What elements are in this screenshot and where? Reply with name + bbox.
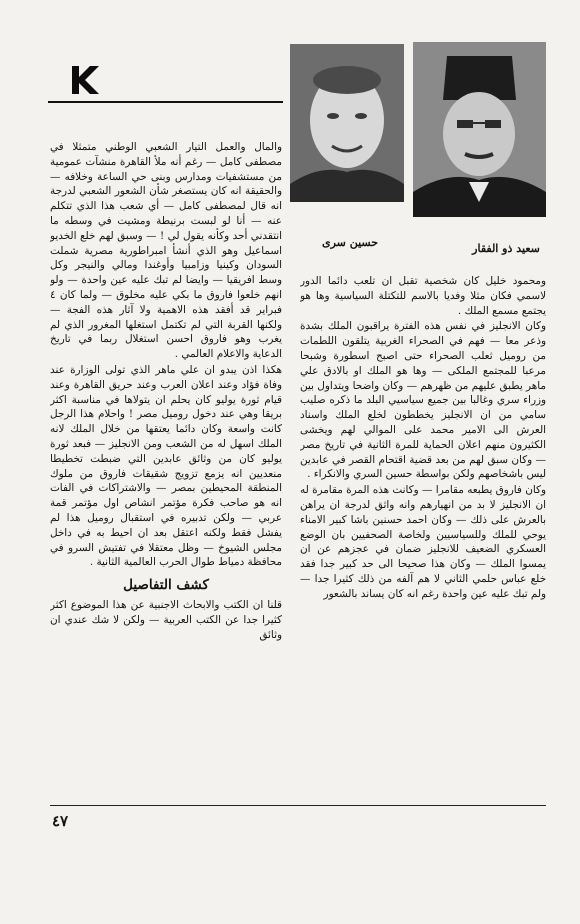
article-column-right bbox=[300, 274, 546, 794]
photo-caption-hussein-sirri: حسين سرى bbox=[321, 236, 379, 249]
page-number: ٤٧ bbox=[52, 812, 69, 830]
article-column-left bbox=[50, 140, 282, 780]
article-paragraph: والمال والعمل التيار الشعبي الوطني متمثلا في مصطفى كامل — رغم أنه ملأ القاهرة منشآت عمومية من مستشفيات ومدارس وبنى حي الساعة وخلافه — والحقيقة انه كان يستصغر شأن الشعور الشعبي لدرجة انه قال لمصطفى كامل — أي شعب هذا الذي تتكلم عنه — أنا لو لبست برنيطة ومشيت في وسطه ما انتقدني أحد وكأنه يقول لي ! — وسبق لهم خلع الخديو اسماعيل وهو الذي أنشأ امبراطورية مصرية شملت السودان وكينيا وزامبيا وأوغندا ومالي والنيجر وكل وسط افريقيا — وايضا لم تبك عليه عين واحدة — ولو انهم خلعوا فاروق ما بكي عليه مخلوق — ولما كان ٤ فبراير قد أفقد هذه الاهمية ولا آثار هذه الفجة — ولكنها القربة التي لم تكتمل استغلها المغرور الذي لم يغرب وهو فاروق احسن استغلال ربما في تاريخ الدعاية والاعلام العالمي . bbox=[50, 141, 282, 361]
portrait-photo-hussein-sirri bbox=[290, 44, 404, 202]
footer-rule bbox=[50, 805, 546, 806]
article-paragraph: وكان الانجليز في نفس هذه الفترة يراقبون الملك بشدة وذعر معا — فهم في الصحراء الغربية يتلقون اللطمات من روميل ثعلب الصحراء حتى اصبح اسطورة وشبحا مرعبا للمجتمع الملكى — وها هو الملك او بالادق علي ماهر يطبق عليهم من ظهرهم — وكان واضحا ويتداول بين وزراء سري وغالبا بين جميع سياسيي البلد ما ذكره صليب سامي من ان الانجليز يخططون لخلع الملك واسناد العرش الى الامير محمد على الموالي لهم ويخشى الكثيرون منهم اعلان الحماية للمرة الثانية في تاريخ مصر — وكان سبق لهم من بعد قضية اقتحام القصر في عابدين ليس باشخاصهم ولكن بواسطة حسين السري والانكراء . bbox=[300, 320, 546, 481]
section-subheading: كشف التفاصيل bbox=[123, 577, 209, 594]
article-paragraph: ومحمود خليل كان شخصية تقبل ان تلعب دائما الدور لاسمي فكان مثلا وفديا بالاسم للتكتلة السياسية وها هو يجتمع مسمع الملك . bbox=[300, 275, 546, 317]
article-paragraph: قلنا ان الكتب والابحاث الاجنبية عن هذا الموضوع اكثر كثيرا جدا عن الكتب العربية — ولكن لا شك عندي ان وثائق bbox=[50, 599, 282, 641]
magazine-logo-icon bbox=[70, 64, 100, 96]
article-paragraph: وكان فاروق يطبعه مقامرا — وكانت هذه المرة مقامرة له ان الانجليز لا بد من انهيارهم وانه واثق لدرجة ان يراهن بالعرش على ذلك — وكان احمد حسنين باشا كبير الامناء يوحي للملك وللسياسيين ولخاصة الصحفيين بان الوضع العسكري الضعيف للانجليز ضمان في عجزهم عن ان يمسوا الملك — وكان هذا صحيحا الى حد كبير جدا فقد خلع عباس حلمي الثاني لا هم آلفه من ذلك كثيرا جدا — ولم تبك عليه عين واحدة رغم انه كان يساند بالشعور bbox=[300, 484, 546, 600]
article-paragraph: هكذا اذن يبدو ان علي ماهر الذي تولى الوزارة عند وفاة فؤاد وعند اعلان العرب وعند حريق القاهرة وعند قيام ثورة يوليو كان يحلم ان يتولاها في مناسبة اكثر بريقا وهي عند دخول روميل مصر ! واحلام هذا الرجل كانت واسعة وكان دائما يعتقها من خلال الملك لانه الملك اسهل له من الشعب ومن الانجليز — فبعد ثورة يوليو كان من وثائق عابدين التي ضبطت تخطيطا منعديين انه يزمع تزويج شقيقات فاروق من ملوك المنطقة المحيطين بمصر — والاشتراكات في الفات انه هو صاحب فكرة مؤتمر انشاص اول مؤتمر قمة عربي — ولكن تدبيره في استقبال روميل هذا لم يفشل فقط ولكنه اعتقل بعد ان احيط به في داخل مجلس الشيوخ — وظل معتقلا في تفتيش السرو في محافظة دمياط طوال الحرب العالمية الثانية . bbox=[50, 363, 282, 569]
photo-caption-said-dhul-fiqar: سعيد ذو الفقار bbox=[472, 242, 540, 255]
portrait-photo-said-dhul-fiqar bbox=[413, 42, 546, 217]
header-rule bbox=[48, 101, 283, 103]
